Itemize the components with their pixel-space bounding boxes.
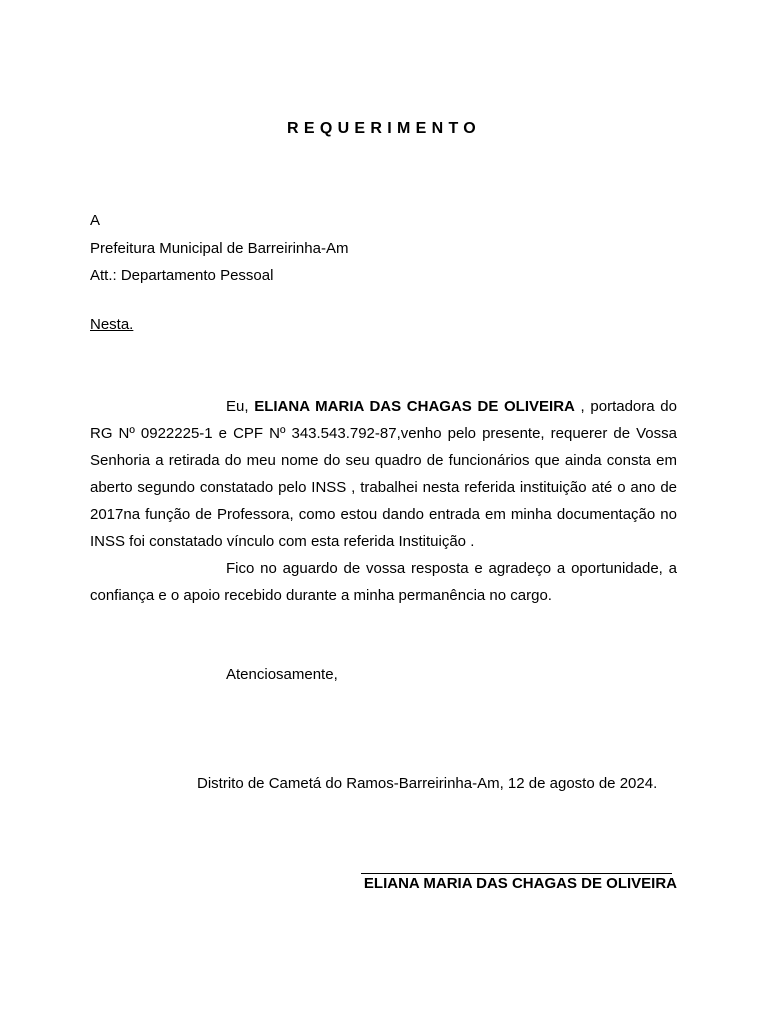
paragraph-2: Fico no aguardo de vossa resposta e agradeço a oportunidade, a confiança e o apoio recebido durante a minha permanência no cargo. xyxy=(90,560,677,604)
closing-salutation: Atenciosamente, xyxy=(226,666,338,683)
signature-line xyxy=(361,873,672,874)
recipient-line-1: A xyxy=(90,212,101,229)
applicant-name: ELIANA MARIA DAS CHAGAS DE OLIVEIRA xyxy=(254,398,575,415)
paragraph-1-text: , portadora do RG Nº 0922225-1 e CPF Nº 343.543.792-87,venho pelo presente, requerer de Vossa Senhoria a retirada do meu nome do seu quadro de funcionários que ainda consta em aberto segundo constatado pelo INSS , trabalhei nesta referida instituição até o ano de 2017na função de Professora, como estou dando entrada em minha documentação no INSS foi constatado vínculo com esta referida Instituição . xyxy=(90,398,677,550)
recipient-block xyxy=(90,207,348,290)
nesta-label: Nesta. xyxy=(90,316,134,333)
body-text xyxy=(90,393,677,609)
recipient-line-2: Prefeitura Municipal de Barreirinha-Am xyxy=(90,239,349,257)
signature-name: ELIANA MARIA DAS CHAGAS DE OLIVEIRA xyxy=(363,875,677,892)
paragraph-1 xyxy=(90,393,677,555)
paragraph-1-prefix: Eu, xyxy=(226,398,255,415)
place-and-date: Distrito de Cametá do Ramos-Barreirinha-Am, 12 de agosto de 2024. xyxy=(197,775,658,792)
recipient-line-3: Att.: Departamento Pessoal xyxy=(90,267,274,284)
document-title: REQUERIMENTO xyxy=(287,120,481,137)
